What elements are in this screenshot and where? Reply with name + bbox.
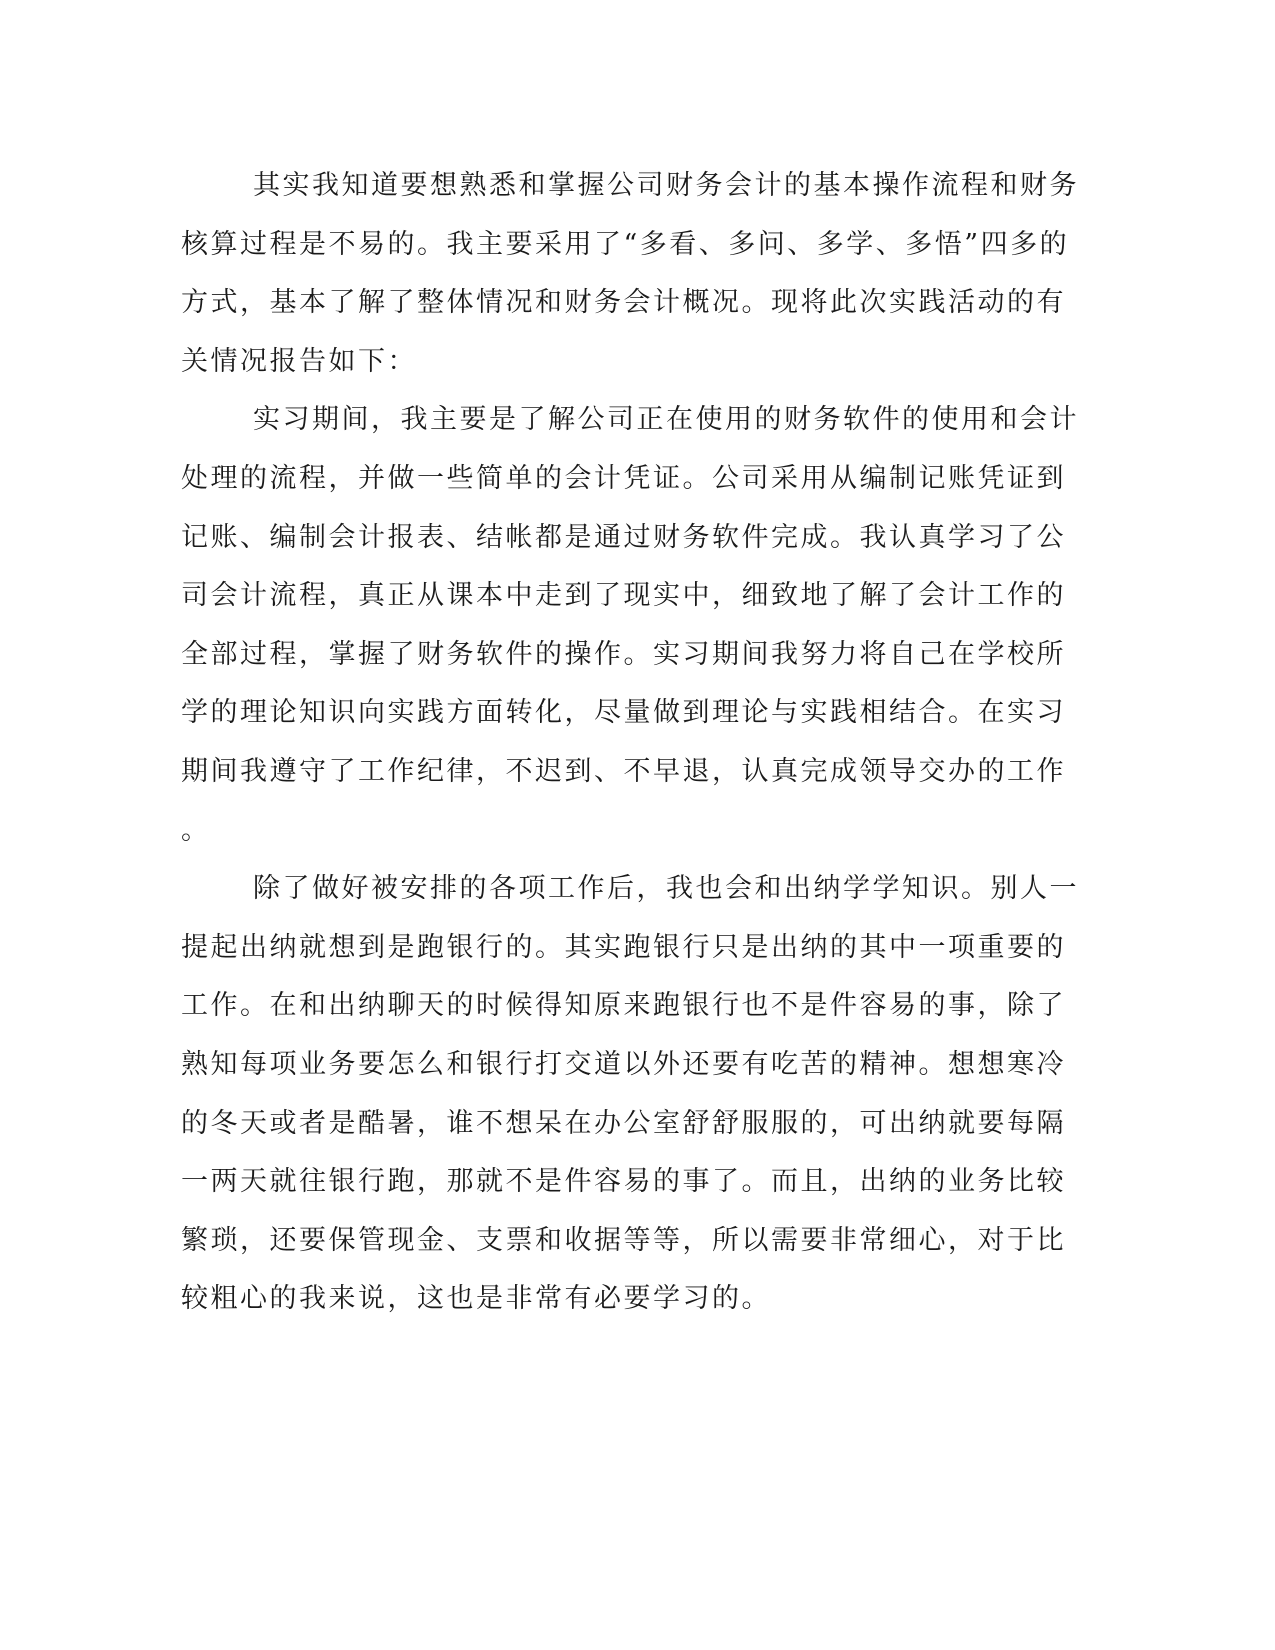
paragraph-3 <box>181 860 1079 1329</box>
paragraph-1 <box>181 157 1079 391</box>
text-line: 实习期间，我主要是了解公司正在使用的财务软件的使用和会计 <box>253 404 1079 436</box>
text-line: 工作。在和出纳聊天的时候得知原来跑银行也不是件容易的事，除了 <box>181 990 1066 1022</box>
text-line: 方式，基本了解了整体情况和财务会计概况。现将此次实践活动的有 <box>181 287 1066 319</box>
text-line: 处理的流程，并做一些简单的会计凭证。公司采用从编制记账凭证到 <box>181 462 1066 494</box>
text-line: 关情况报告如下： <box>181 345 417 377</box>
text-line: 繁琐，还要保管现金、支票和收据等等，所以需要非常细心，对于比 <box>181 1224 1066 1256</box>
text-line: 一两天就往银行跑，那就不是件容易的事了。而且，出纳的业务比较 <box>181 1166 1066 1198</box>
text-line: 。 <box>181 814 211 846</box>
text-line: 除了做好被安排的各项工作后，我也会和出纳学学知识。别人一 <box>253 873 1079 905</box>
document-body <box>181 157 1079 1329</box>
text-line: 熟知每项业务要怎么和银行打交道以外还要有吃苦的精神。想想寒冷 <box>181 1048 1066 1080</box>
text-line: 提起出纳就想到是跑银行的。其实跑银行只是出纳的其中一项重要的 <box>181 931 1066 963</box>
text-line: 全部过程，掌握了财务软件的操作。实习期间我努力将自己在学校所 <box>181 638 1066 670</box>
text-line: 的冬天或者是酷暑，谁不想呆在办公室舒舒服服的，可出纳就要每隔 <box>181 1107 1066 1139</box>
text-line: 期间我遵守了工作纪律，不迟到、不早退，认真完成领导交办的工作 <box>181 755 1066 787</box>
text-line: 核算过程是不易的。我主要采用了“多看、多问、多学、多悟”四多的 <box>181 228 1070 260</box>
paragraph-2 <box>181 391 1079 860</box>
text-line: 学的理论知识向实践方面转化，尽量做到理论与实践相结合。在实习 <box>181 697 1066 729</box>
text-line: 司会计流程，真正从课本中走到了现实中，细致地了解了会计工作的 <box>181 580 1066 612</box>
text-line: 其实我知道要想熟悉和掌握公司财务会计的基本操作流程和财务 <box>253 170 1079 201</box>
text-line: 记账、编制会计报表、结帐都是通过财务软件完成。我认真学习了公 <box>181 521 1066 553</box>
text-line: 较粗心的我来说，这也是非常有必要学习的。 <box>181 1283 771 1315</box>
